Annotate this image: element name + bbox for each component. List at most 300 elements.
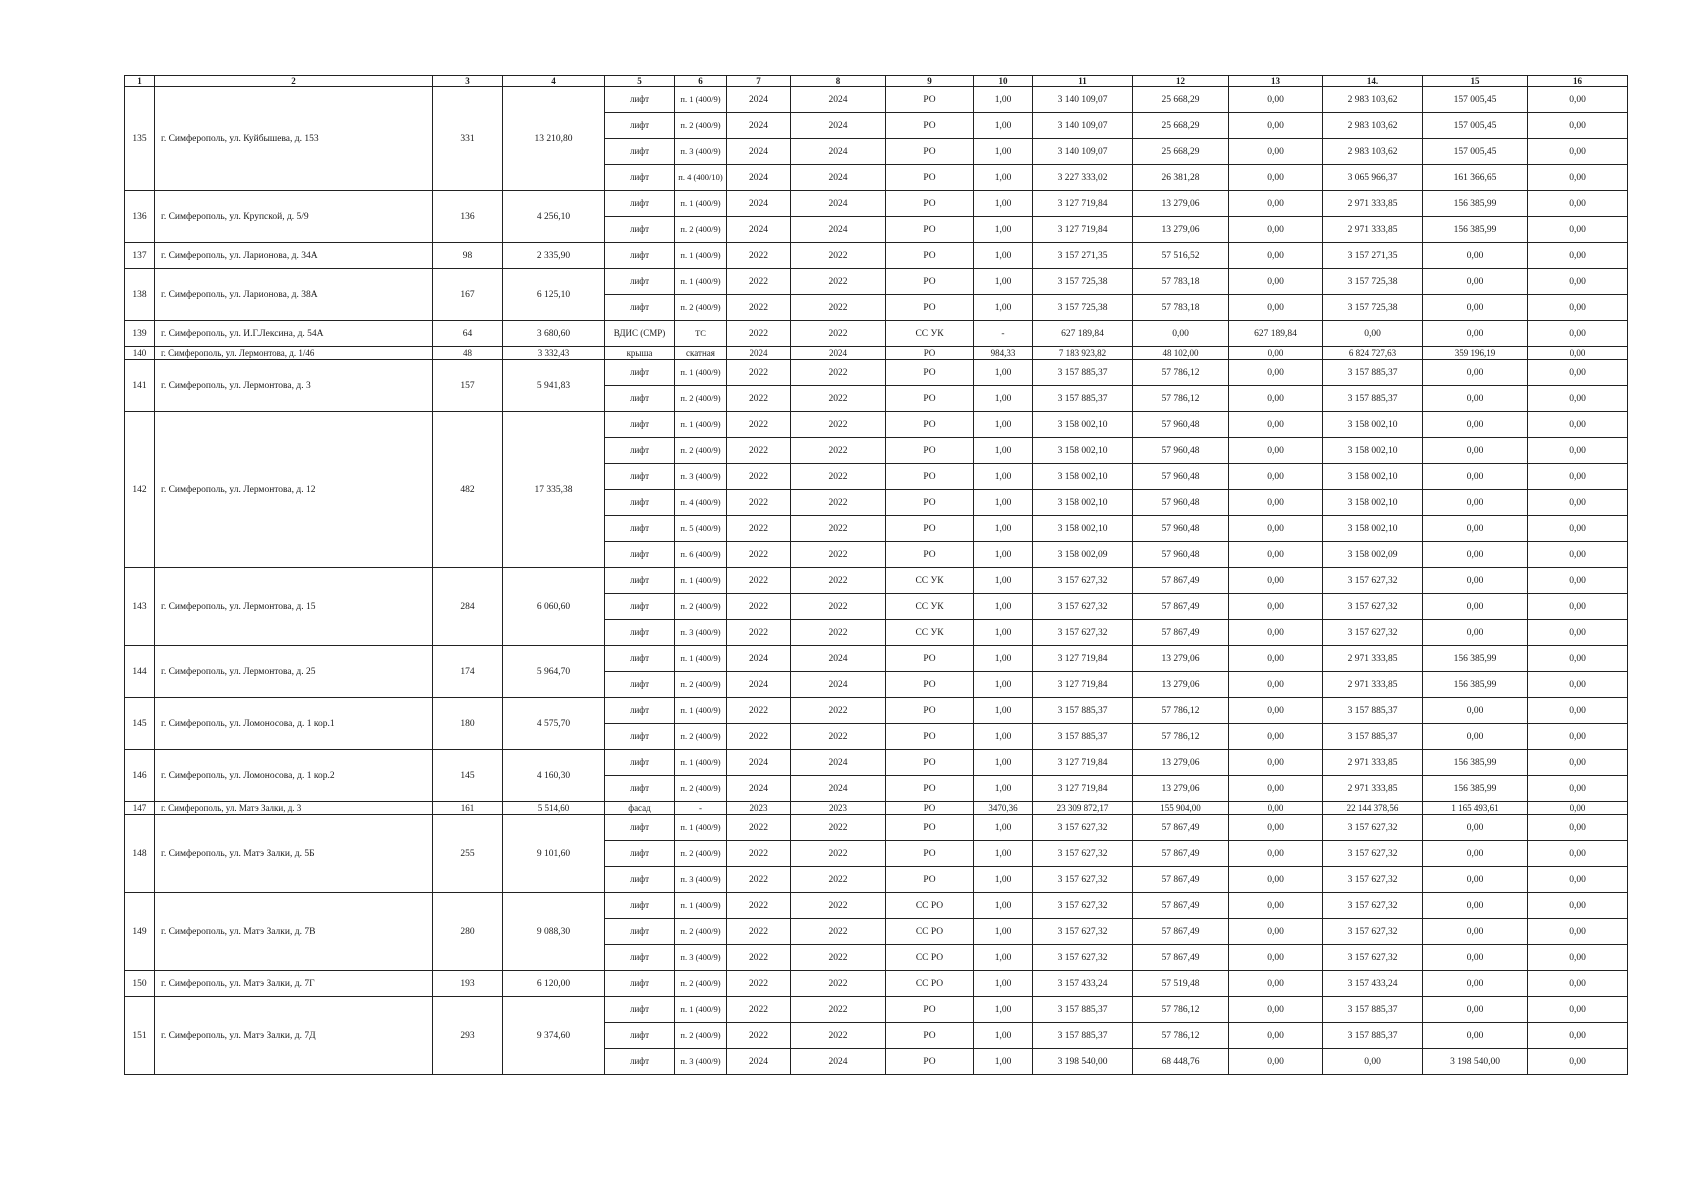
cell-col-6: скатная: [675, 347, 727, 360]
address: г. Симферополь, ул. Матэ Залки, д. 5Б: [155, 815, 433, 893]
cell-col-16: 0,00: [1528, 386, 1628, 412]
cell-col-14: 3 157 627,32: [1323, 568, 1423, 594]
cell-col-5: лифт: [605, 672, 675, 698]
cell-col-10: 1,00: [974, 243, 1033, 269]
cell-col-11: 3 158 002,09: [1033, 542, 1133, 568]
cell-col-9: РО: [886, 672, 974, 698]
row-number: 147: [125, 802, 155, 815]
cell-col-16: 0,00: [1528, 269, 1628, 295]
cell-col-13: 0,00: [1229, 360, 1323, 386]
cell-col-13: 0,00: [1229, 971, 1323, 997]
table-row: [125, 698, 1628, 724]
cell-col-8: 2022: [791, 464, 886, 490]
cell-col-10: 1,00: [974, 945, 1033, 971]
column-3-value: 174: [433, 646, 503, 698]
cell-col-6: п. 2 (400/9): [675, 919, 727, 945]
cell-col-14: 3 158 002,09: [1323, 542, 1423, 568]
cell-col-6: п. 1 (400/9): [675, 243, 727, 269]
cell-col-12: 57 786,12: [1133, 1023, 1229, 1049]
cell-col-8: 2022: [791, 412, 886, 438]
cell-col-9: РО: [886, 1049, 974, 1075]
cell-col-5: лифт: [605, 971, 675, 997]
cell-col-13: 0,00: [1229, 490, 1323, 516]
cell-col-8: 2022: [791, 997, 886, 1023]
cell-col-9: РО: [886, 516, 974, 542]
cell-col-13: 0,00: [1229, 139, 1323, 165]
cell-col-7: 2022: [727, 1023, 791, 1049]
cell-col-5: лифт: [605, 646, 675, 672]
cell-col-7: 2022: [727, 269, 791, 295]
cell-col-14: 3 157 725,38: [1323, 295, 1423, 321]
cell-col-14: 3 157 885,37: [1323, 724, 1423, 750]
cell-col-6: п. 1 (400/9): [675, 191, 727, 217]
address: г. Симферополь, ул. Крупской, д. 5/9: [155, 191, 433, 243]
cell-col-15: 0,00: [1423, 1023, 1528, 1049]
column-header-5: 5: [605, 76, 675, 87]
cell-col-12: 57 786,12: [1133, 386, 1229, 412]
cell-col-12: 68 448,76: [1133, 1049, 1229, 1075]
cell-col-5: лифт: [605, 1049, 675, 1075]
row-number: 143: [125, 568, 155, 646]
repair-program-table: [124, 75, 1628, 1075]
cell-col-16: 0,00: [1528, 438, 1628, 464]
column-3-value: 293: [433, 997, 503, 1075]
row-number: 144: [125, 646, 155, 698]
cell-col-12: 13 279,06: [1133, 191, 1229, 217]
cell-col-15: 0,00: [1423, 893, 1528, 919]
cell-col-16: 0,00: [1528, 165, 1628, 191]
cell-col-8: 2022: [791, 620, 886, 646]
cell-col-11: 3 157 271,35: [1033, 243, 1133, 269]
cell-col-13: 0,00: [1229, 1023, 1323, 1049]
cell-col-15: 0,00: [1423, 243, 1528, 269]
cell-col-13: 0,00: [1229, 802, 1323, 815]
cell-col-8: 2022: [791, 841, 886, 867]
cell-col-16: 0,00: [1528, 464, 1628, 490]
cell-col-16: 0,00: [1528, 945, 1628, 971]
cell-col-9: РО: [886, 841, 974, 867]
cell-col-5: лифт: [605, 724, 675, 750]
cell-col-12: 57 960,48: [1133, 464, 1229, 490]
cell-col-13: 0,00: [1229, 243, 1323, 269]
address: г. Симферополь, ул. Лермонтова, д. 12: [155, 412, 433, 568]
cell-col-6: п. 2 (400/9): [675, 386, 727, 412]
table-row: [125, 568, 1628, 594]
cell-col-9: РО: [886, 87, 974, 113]
cell-col-8: 2022: [791, 724, 886, 750]
cell-col-7: 2024: [727, 191, 791, 217]
column-4-value: 5 941,83: [503, 360, 605, 412]
cell-col-12: 0,00: [1133, 321, 1229, 347]
cell-col-7: 2022: [727, 243, 791, 269]
cell-col-15: 1 165 493,61: [1423, 802, 1528, 815]
cell-col-12: 57 867,49: [1133, 620, 1229, 646]
cell-col-16: 0,00: [1528, 139, 1628, 165]
cell-col-12: 57 786,12: [1133, 360, 1229, 386]
cell-col-14: 0,00: [1323, 1049, 1423, 1075]
cell-col-12: 57 960,48: [1133, 542, 1229, 568]
cell-col-9: СС УК: [886, 321, 974, 347]
cell-col-8: 2022: [791, 971, 886, 997]
cell-col-15: 0,00: [1423, 386, 1528, 412]
cell-col-15: 157 005,45: [1423, 87, 1528, 113]
cell-col-13: 0,00: [1229, 594, 1323, 620]
cell-col-12: 57 516,52: [1133, 243, 1229, 269]
cell-col-14: 0,00: [1323, 321, 1423, 347]
cell-col-5: лифт: [605, 360, 675, 386]
cell-col-8: 2022: [791, 542, 886, 568]
cell-col-10: 1,00: [974, 1023, 1033, 1049]
address: г. Симферополь, ул. Матэ Залки, д. 7В: [155, 893, 433, 971]
column-header-8: 8: [791, 76, 886, 87]
cell-col-14: 3 157 627,32: [1323, 620, 1423, 646]
column-4-value: 6 120,00: [503, 971, 605, 997]
cell-col-10: 1,00: [974, 165, 1033, 191]
cell-col-7: 2022: [727, 321, 791, 347]
cell-col-12: 57 867,49: [1133, 815, 1229, 841]
cell-col-9: РО: [886, 347, 974, 360]
cell-col-14: 3 157 627,32: [1323, 594, 1423, 620]
column-4-value: 13 210,80: [503, 87, 605, 191]
column-3-value: 98: [433, 243, 503, 269]
cell-col-6: п. 1 (400/9): [675, 698, 727, 724]
cell-col-10: 1,00: [974, 412, 1033, 438]
cell-col-8: 2024: [791, 165, 886, 191]
cell-col-9: РО: [886, 802, 974, 815]
row-number: 151: [125, 997, 155, 1075]
cell-col-16: 0,00: [1528, 867, 1628, 893]
cell-col-9: РО: [886, 724, 974, 750]
column-header-15: 15: [1423, 76, 1528, 87]
address: г. Симферополь, ул. Ларионова, д. 38А: [155, 269, 433, 321]
column-3-value: 48: [433, 347, 503, 360]
cell-col-9: РО: [886, 698, 974, 724]
column-header-11: 11: [1033, 76, 1133, 87]
cell-col-7: 2022: [727, 360, 791, 386]
cell-col-12: 57 867,49: [1133, 841, 1229, 867]
cell-col-9: РО: [886, 750, 974, 776]
cell-col-10: 1,00: [974, 269, 1033, 295]
table-row: [125, 893, 1628, 919]
column-header-12: 12: [1133, 76, 1229, 87]
cell-col-5: лифт: [605, 1023, 675, 1049]
cell-col-14: 22 144 378,56: [1323, 802, 1423, 815]
cell-col-11: 3 157 627,32: [1033, 945, 1133, 971]
column-4-value: 4 160,30: [503, 750, 605, 802]
cell-col-6: п. 1 (400/9): [675, 815, 727, 841]
cell-col-9: СС РО: [886, 945, 974, 971]
cell-col-5: лифт: [605, 919, 675, 945]
cell-col-13: 0,00: [1229, 724, 1323, 750]
cell-col-16: 0,00: [1528, 919, 1628, 945]
cell-col-14: 3 157 627,32: [1323, 919, 1423, 945]
cell-col-15: 0,00: [1423, 516, 1528, 542]
cell-col-10: 1,00: [974, 386, 1033, 412]
cell-col-10: 1,00: [974, 516, 1033, 542]
cell-col-8: 2022: [791, 490, 886, 516]
cell-col-8: 2022: [791, 269, 886, 295]
cell-col-9: РО: [886, 269, 974, 295]
column-3-value: 136: [433, 191, 503, 243]
cell-col-14: 3 157 433,24: [1323, 971, 1423, 997]
cell-col-7: 2022: [727, 997, 791, 1023]
cell-col-8: 2024: [791, 87, 886, 113]
column-3-value: 284: [433, 568, 503, 646]
cell-col-7: 2022: [727, 867, 791, 893]
cell-col-16: 0,00: [1528, 672, 1628, 698]
cell-col-9: РО: [886, 217, 974, 243]
cell-col-14: 3 157 725,38: [1323, 269, 1423, 295]
address: г. Симферополь, ул. Матэ Залки, д. 7Д: [155, 997, 433, 1075]
cell-col-10: 984,33: [974, 347, 1033, 360]
cell-col-16: 0,00: [1528, 594, 1628, 620]
cell-col-15: 0,00: [1423, 945, 1528, 971]
cell-col-10: 1,00: [974, 750, 1033, 776]
cell-col-11: 3 157 627,32: [1033, 919, 1133, 945]
table-row: [125, 191, 1628, 217]
cell-col-11: 3 157 725,38: [1033, 269, 1133, 295]
cell-col-15: 156 385,99: [1423, 672, 1528, 698]
row-number: 139: [125, 321, 155, 347]
cell-col-9: РО: [886, 360, 974, 386]
cell-col-14: 3 157 627,32: [1323, 893, 1423, 919]
cell-col-13: 0,00: [1229, 893, 1323, 919]
column-3-value: 193: [433, 971, 503, 997]
cell-col-6: п. 1 (400/9): [675, 360, 727, 386]
cell-col-11: 3 157 627,32: [1033, 867, 1133, 893]
cell-col-5: ВДИС (СМР): [605, 321, 675, 347]
address: г. Симферополь, ул. Матэ Залки, д. 3: [155, 802, 433, 815]
cell-col-5: лифт: [605, 867, 675, 893]
cell-col-12: 57 783,18: [1133, 269, 1229, 295]
table-row: [125, 802, 1628, 815]
cell-col-15: 0,00: [1423, 568, 1528, 594]
cell-col-9: РО: [886, 542, 974, 568]
cell-col-14: 2 971 333,85: [1323, 776, 1423, 802]
column-4-value: 5 514,60: [503, 802, 605, 815]
cell-col-6: п. 3 (400/9): [675, 464, 727, 490]
cell-col-6: п. 2 (400/9): [675, 841, 727, 867]
cell-col-7: 2024: [727, 672, 791, 698]
table-row: [125, 347, 1628, 360]
cell-col-13: 0,00: [1229, 412, 1323, 438]
cell-col-11: 3 157 627,32: [1033, 594, 1133, 620]
cell-col-8: 2024: [791, 217, 886, 243]
column-4-value: 5 964,70: [503, 646, 605, 698]
cell-col-9: РО: [886, 776, 974, 802]
cell-col-5: лифт: [605, 893, 675, 919]
cell-col-12: 57 960,48: [1133, 412, 1229, 438]
column-4-value: 9 088,30: [503, 893, 605, 971]
cell-col-7: 2022: [727, 542, 791, 568]
cell-col-13: 0,00: [1229, 87, 1323, 113]
cell-col-15: 0,00: [1423, 464, 1528, 490]
cell-col-7: 2022: [727, 516, 791, 542]
cell-col-13: 0,00: [1229, 698, 1323, 724]
address: г. Симферополь, ул. Ломоносова, д. 1 кор.1: [155, 698, 433, 750]
cell-col-16: 0,00: [1528, 698, 1628, 724]
cell-col-11: 3 140 109,07: [1033, 87, 1133, 113]
cell-col-13: 0,00: [1229, 165, 1323, 191]
cell-col-14: 3 158 002,10: [1323, 438, 1423, 464]
cell-col-6: п. 3 (400/9): [675, 867, 727, 893]
cell-col-15: 157 005,45: [1423, 113, 1528, 139]
cell-col-7: 2022: [727, 971, 791, 997]
cell-col-12: 57 867,49: [1133, 919, 1229, 945]
table-row: [125, 321, 1628, 347]
cell-col-16: 0,00: [1528, 295, 1628, 321]
column-header-16: 16: [1528, 76, 1628, 87]
cell-col-14: 3 157 271,35: [1323, 243, 1423, 269]
cell-col-5: лифт: [605, 464, 675, 490]
cell-col-5: лифт: [605, 269, 675, 295]
cell-col-7: 2022: [727, 568, 791, 594]
cell-col-14: 2 983 103,62: [1323, 113, 1423, 139]
cell-col-8: 2022: [791, 438, 886, 464]
repair-program-table-sheet: [124, 75, 1627, 1075]
column-4-value: 4 256,10: [503, 191, 605, 243]
cell-col-14: 3 158 002,10: [1323, 490, 1423, 516]
row-number: 142: [125, 412, 155, 568]
cell-col-11: 3 157 885,37: [1033, 1023, 1133, 1049]
cell-col-15: 0,00: [1423, 867, 1528, 893]
cell-col-6: п. 6 (400/9): [675, 542, 727, 568]
cell-col-13: 0,00: [1229, 542, 1323, 568]
cell-col-12: 13 279,06: [1133, 646, 1229, 672]
cell-col-5: лифт: [605, 776, 675, 802]
address: г. Симферополь, ул. Лермонтова, д. 25: [155, 646, 433, 698]
cell-col-14: 3 157 885,37: [1323, 386, 1423, 412]
address: г. Симферополь, ул. Ломоносова, д. 1 кор.2: [155, 750, 433, 802]
cell-col-16: 0,00: [1528, 542, 1628, 568]
cell-col-12: 57 867,49: [1133, 568, 1229, 594]
cell-col-11: 3 127 719,84: [1033, 776, 1133, 802]
cell-col-5: лифт: [605, 243, 675, 269]
cell-col-13: 0,00: [1229, 191, 1323, 217]
cell-col-9: РО: [886, 646, 974, 672]
cell-col-5: лифт: [605, 997, 675, 1023]
cell-col-7: 2022: [727, 412, 791, 438]
cell-col-12: 13 279,06: [1133, 217, 1229, 243]
cell-col-15: 0,00: [1423, 542, 1528, 568]
cell-col-5: лифт: [605, 191, 675, 217]
cell-col-8: 2022: [791, 321, 886, 347]
cell-col-6: п. 1 (400/9): [675, 646, 727, 672]
cell-col-12: 57 786,12: [1133, 724, 1229, 750]
cell-col-10: 1,00: [974, 971, 1033, 997]
cell-col-8: 2024: [791, 646, 886, 672]
cell-col-11: 3 198 540,00: [1033, 1049, 1133, 1075]
cell-col-11: 3 157 627,32: [1033, 568, 1133, 594]
cell-col-13: 0,00: [1229, 841, 1323, 867]
cell-col-7: 2022: [727, 594, 791, 620]
cell-col-9: РО: [886, 490, 974, 516]
cell-col-16: 0,00: [1528, 776, 1628, 802]
cell-col-14: 2 971 333,85: [1323, 217, 1423, 243]
cell-col-12: 57 783,18: [1133, 295, 1229, 321]
cell-col-13: 0,00: [1229, 919, 1323, 945]
cell-col-6: п. 1 (400/9): [675, 997, 727, 1023]
cell-col-12: 57 519,48: [1133, 971, 1229, 997]
cell-col-15: 0,00: [1423, 438, 1528, 464]
cell-col-14: 3 157 885,37: [1323, 698, 1423, 724]
cell-col-11: 3 140 109,07: [1033, 139, 1133, 165]
cell-col-16: 0,00: [1528, 360, 1628, 386]
cell-col-15: 3 198 540,00: [1423, 1049, 1528, 1075]
column-4-value: 3 680,60: [503, 321, 605, 347]
cell-col-10: 1,00: [974, 295, 1033, 321]
cell-col-9: РО: [886, 295, 974, 321]
cell-col-9: РО: [886, 412, 974, 438]
cell-col-7: 2022: [727, 841, 791, 867]
cell-col-5: фасад: [605, 802, 675, 815]
cell-col-9: РО: [886, 191, 974, 217]
cell-col-5: лифт: [605, 542, 675, 568]
cell-col-14: 2 971 333,85: [1323, 646, 1423, 672]
cell-col-16: 0,00: [1528, 841, 1628, 867]
cell-col-15: 0,00: [1423, 620, 1528, 646]
cell-col-15: 0,00: [1423, 594, 1528, 620]
cell-col-6: п. 1 (400/9): [675, 269, 727, 295]
cell-col-9: СС УК: [886, 620, 974, 646]
cell-col-12: 25 668,29: [1133, 113, 1229, 139]
cell-col-15: 156 385,99: [1423, 217, 1528, 243]
cell-col-16: 0,00: [1528, 516, 1628, 542]
cell-col-5: лифт: [605, 386, 675, 412]
cell-col-11: 3 158 002,10: [1033, 438, 1133, 464]
cell-col-11: 3 157 885,37: [1033, 698, 1133, 724]
cell-col-9: СС РО: [886, 919, 974, 945]
cell-col-8: 2022: [791, 295, 886, 321]
cell-col-10: 1,00: [974, 568, 1033, 594]
cell-col-10: 1,00: [974, 919, 1033, 945]
column-header-1: 1: [125, 76, 155, 87]
cell-col-7: 2023: [727, 802, 791, 815]
cell-col-12: 57 786,12: [1133, 997, 1229, 1023]
column-3-value: 161: [433, 802, 503, 815]
cell-col-13: 0,00: [1229, 945, 1323, 971]
column-header-4: 4: [503, 76, 605, 87]
cell-col-11: 3 157 627,32: [1033, 620, 1133, 646]
cell-col-16: 0,00: [1528, 1023, 1628, 1049]
table-row: [125, 412, 1628, 438]
cell-col-15: 0,00: [1423, 815, 1528, 841]
cell-col-16: 0,00: [1528, 971, 1628, 997]
cell-col-7: 2024: [727, 87, 791, 113]
cell-col-15: 0,00: [1423, 295, 1528, 321]
cell-col-6: -: [675, 802, 727, 815]
cell-col-10: 1,00: [974, 87, 1033, 113]
cell-col-13: 0,00: [1229, 672, 1323, 698]
cell-col-16: 0,00: [1528, 568, 1628, 594]
cell-col-11: 3 157 885,37: [1033, 997, 1133, 1023]
cell-col-10: 1,00: [974, 191, 1033, 217]
cell-col-5: лифт: [605, 945, 675, 971]
column-3-value: 180: [433, 698, 503, 750]
table-body: [125, 87, 1628, 1075]
cell-col-16: 0,00: [1528, 724, 1628, 750]
column-3-value: 280: [433, 893, 503, 971]
table-row: [125, 971, 1628, 997]
cell-col-5: лифт: [605, 490, 675, 516]
cell-col-9: СС УК: [886, 568, 974, 594]
cell-col-10: 1,00: [974, 841, 1033, 867]
cell-col-10: 3470,36: [974, 802, 1033, 815]
cell-col-16: 0,00: [1528, 815, 1628, 841]
cell-col-10: 1,00: [974, 360, 1033, 386]
cell-col-5: лифт: [605, 87, 675, 113]
cell-col-6: п. 2 (400/9): [675, 295, 727, 321]
